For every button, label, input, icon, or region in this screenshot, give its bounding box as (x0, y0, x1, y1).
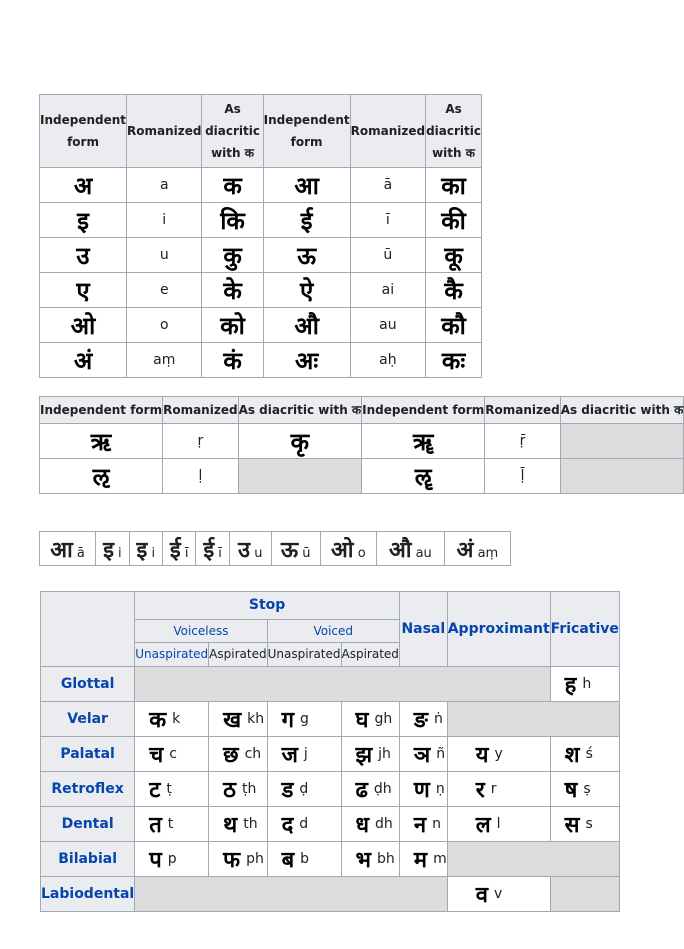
variant-cell (229, 532, 271, 566)
header-independent-2: Independent form (263, 95, 350, 168)
header-independent-2: Independent form (362, 397, 485, 424)
variant-cell (96, 532, 129, 566)
consonant-cell: न n (399, 807, 447, 842)
glyph-cell: कै (426, 273, 482, 308)
row-header-dental[interactable]: Dental (41, 807, 135, 842)
consonant-cell: च c (135, 737, 209, 772)
variant-cell (162, 532, 195, 566)
variant-label: ī (218, 545, 222, 561)
consonant-cell: श ś (550, 737, 619, 772)
glyph-cell: कु (202, 238, 263, 273)
table-row (40, 238, 482, 273)
empty-cell (447, 702, 619, 737)
stop-header[interactable]: Stop (135, 592, 400, 620)
romanized-cell: aḥ (350, 343, 425, 378)
ka-glyph-icon: क (244, 146, 254, 160)
variant-label: ū (302, 545, 311, 561)
glyph-cell: कि (202, 203, 263, 238)
empty-cell (135, 877, 447, 912)
romanized-cell: o (127, 308, 202, 343)
variant-glyph: औ (388, 536, 412, 563)
syllabic-header-row (40, 397, 684, 424)
table-row (41, 667, 620, 702)
romanized-cell: ṝ (485, 424, 560, 459)
glyph-cell: ऌ (40, 459, 163, 494)
consonant-cell: र r (447, 772, 550, 807)
table-row (41, 772, 620, 807)
voiceless-header[interactable]: Voiceless (135, 619, 267, 643)
table-row (40, 424, 684, 459)
variant-cell (320, 532, 376, 566)
consonant-header-row-1 (41, 592, 620, 620)
row-header-labiodental[interactable]: Labiodental (41, 877, 135, 912)
table-row (40, 343, 482, 378)
table-row (41, 877, 620, 912)
ka-glyph-icon: क (465, 146, 475, 160)
table-row (41, 702, 620, 737)
romanized-cell: ai (350, 273, 425, 308)
consonant-cell: ज j (267, 737, 341, 772)
variant-label: i (118, 545, 122, 561)
consonant-cell: ङ ṅ (399, 702, 447, 737)
empty-cell (447, 842, 619, 877)
consonant-cell: ग g (267, 702, 341, 737)
vowel-header-row (40, 95, 482, 168)
row-header-palatal[interactable]: Palatal (41, 737, 135, 772)
table-row (41, 807, 620, 842)
nasal-header[interactable]: Nasal (399, 592, 447, 667)
variant-label: o (357, 545, 366, 561)
variant-glyph: आ (50, 536, 73, 563)
consonant-cell: ह h (550, 667, 619, 702)
variant-cell (271, 532, 320, 566)
variant-glyph: इ (103, 536, 114, 563)
consonant-cell: थ th (209, 807, 267, 842)
consonant-cell: क k (135, 702, 209, 737)
romanized-cell: ī (350, 203, 425, 238)
romanized-cell: ū (350, 238, 425, 273)
consonant-cell: म m (399, 842, 447, 877)
glyph-cell: कृ (238, 424, 362, 459)
glyph-cell: कौ (426, 308, 482, 343)
syllabic-table (39, 396, 684, 494)
variant-cell (40, 532, 96, 566)
glyph-cell: ऋ (40, 424, 163, 459)
variant-cell (444, 532, 510, 566)
header-diacritic-2: As diacritic with क (426, 95, 482, 168)
variant-glyph: उ (237, 536, 251, 563)
empty-cell (550, 877, 619, 912)
consonant-cell: छ ch (209, 737, 267, 772)
romanized-cell: i (127, 203, 202, 238)
romanized-cell: ḷ (163, 459, 238, 494)
glyph-cell: कं (202, 343, 263, 378)
glyph-cell: ऊ (263, 238, 350, 273)
variant-glyph: ई (169, 536, 181, 563)
variant-label: ī (184, 545, 189, 561)
variant-table (39, 531, 511, 566)
consonant-cell: ञ ñ (399, 737, 447, 772)
glyph-cell: अं (40, 343, 127, 378)
consonant-cell: ष ṣ (550, 772, 619, 807)
consonant-cell: ट ṭ (135, 772, 209, 807)
aspirated-header: Aspirated (341, 643, 399, 667)
consonant-cell: ख kh (209, 702, 267, 737)
variant-glyph: ऊ (280, 536, 299, 563)
aspirated-header: Aspirated (209, 643, 267, 667)
glyph-cell: कू (426, 238, 482, 273)
consonant-cell: व v (447, 877, 550, 912)
consonant-cell: द d (267, 807, 341, 842)
unaspirated-header: Unaspirated (267, 643, 341, 667)
consonant-cell: घ gh (341, 702, 399, 737)
consonant-cell: स s (550, 807, 619, 842)
variant-cell (129, 532, 162, 566)
variant-cell (196, 532, 229, 566)
romanized-cell: aṃ (127, 343, 202, 378)
glyph-cell: औ (263, 308, 350, 343)
glyph-cell: ए (40, 273, 127, 308)
romanized-cell: e (127, 273, 202, 308)
vowel-table (39, 94, 482, 378)
glyph-cell: ऐ (263, 273, 350, 308)
variant-glyph: इ (136, 536, 148, 563)
glyph-cell: ॡ (362, 459, 485, 494)
table-row (40, 203, 482, 238)
consonant-cell: ल l (447, 807, 550, 842)
variant-glyph: ओ (331, 536, 354, 563)
variant-cell (376, 532, 444, 566)
table-row (40, 273, 482, 308)
consonant-cell: ड ḍ (267, 772, 341, 807)
voiced-header[interactable]: Voiced (267, 619, 399, 643)
consonant-cell: प p (135, 842, 209, 877)
header-romanized-1: Romanized (127, 95, 202, 168)
consonant-cell: ब b (267, 842, 341, 877)
empty-cell (560, 459, 684, 494)
empty-cell (135, 667, 550, 702)
consonant-cell: ठ ṭh (209, 772, 267, 807)
header-romanized-2: Romanized (485, 397, 560, 424)
glyph-cell: कः (426, 343, 482, 378)
consonant-cell: फ ph (209, 842, 267, 877)
variant-label: aṃ (477, 545, 499, 561)
romanized-cell: ḹ (485, 459, 560, 494)
table-row (40, 459, 684, 494)
header-romanized-1: Romanized (163, 397, 238, 424)
fricative-header[interactable]: Fricative (550, 592, 619, 667)
table-row (41, 842, 620, 877)
row-header-bilabial[interactable]: Bilabial (41, 842, 135, 877)
glyph-cell: ॠ (362, 424, 485, 459)
glyph-cell: ओ (40, 308, 127, 343)
row-header-retroflex[interactable]: Retroflex (41, 772, 135, 807)
glyph-cell: उ (40, 238, 127, 273)
header-diacritic-2: As diacritic with क (560, 397, 684, 424)
header-diacritic-1: As diacritic with क (238, 397, 362, 424)
romanized-cell: au (350, 308, 425, 343)
approximant-header[interactable]: Approximant (447, 592, 550, 667)
consonant-cell: ध dh (341, 807, 399, 842)
romanized-cell: ā (350, 168, 425, 203)
table-row (40, 532, 511, 566)
variant-label: u (254, 545, 263, 561)
empty-cell (560, 424, 684, 459)
row-header-velar[interactable]: Velar (41, 702, 135, 737)
glyph-cell: अः (263, 343, 350, 378)
glyph-cell: इ (40, 203, 127, 238)
glyph-cell: ई (263, 203, 350, 238)
glyph-cell: की (426, 203, 482, 238)
consonant-table (40, 591, 620, 912)
consonant-cell: ण ṇ (399, 772, 447, 807)
romanized-cell: a (127, 168, 202, 203)
header-romanized-2: Romanized (350, 95, 425, 168)
row-header-glottal[interactable]: Glottal (41, 667, 135, 702)
consonant-cell: ढ ḍh (341, 772, 399, 807)
variant-glyph: ई (203, 536, 215, 563)
table-row (40, 168, 482, 203)
variant-glyph: अं (456, 536, 474, 563)
glyph-cell: को (202, 308, 263, 343)
variant-label: au (415, 545, 432, 561)
consonant-cell: त t (135, 807, 209, 842)
glyph-cell: अ (40, 168, 127, 203)
ka-glyph-icon: क (351, 402, 362, 417)
variant-label: i (151, 545, 156, 561)
ka-glyph-icon: क (674, 402, 684, 417)
header-independent-1: Independent form (40, 397, 163, 424)
header-independent-1: Independent form (40, 95, 127, 168)
corner-cell (41, 592, 135, 667)
glyph-cell: के (202, 273, 263, 308)
variant-label: ā (76, 545, 85, 561)
table-row (41, 737, 620, 772)
table-row (40, 308, 482, 343)
consonant-cell: भ bh (341, 842, 399, 877)
consonant-cell: झ jh (341, 737, 399, 772)
romanized-cell: ṛ (163, 424, 238, 459)
empty-cell (238, 459, 362, 494)
consonant-cell: य y (447, 737, 550, 772)
romanized-cell: u (127, 238, 202, 273)
unaspirated-header[interactable]: Unaspirated (135, 643, 209, 667)
glyph-cell: आ (263, 168, 350, 203)
header-diacritic-1: As diacritic with क (202, 95, 263, 168)
glyph-cell: क (202, 168, 263, 203)
glyph-cell: का (426, 168, 482, 203)
